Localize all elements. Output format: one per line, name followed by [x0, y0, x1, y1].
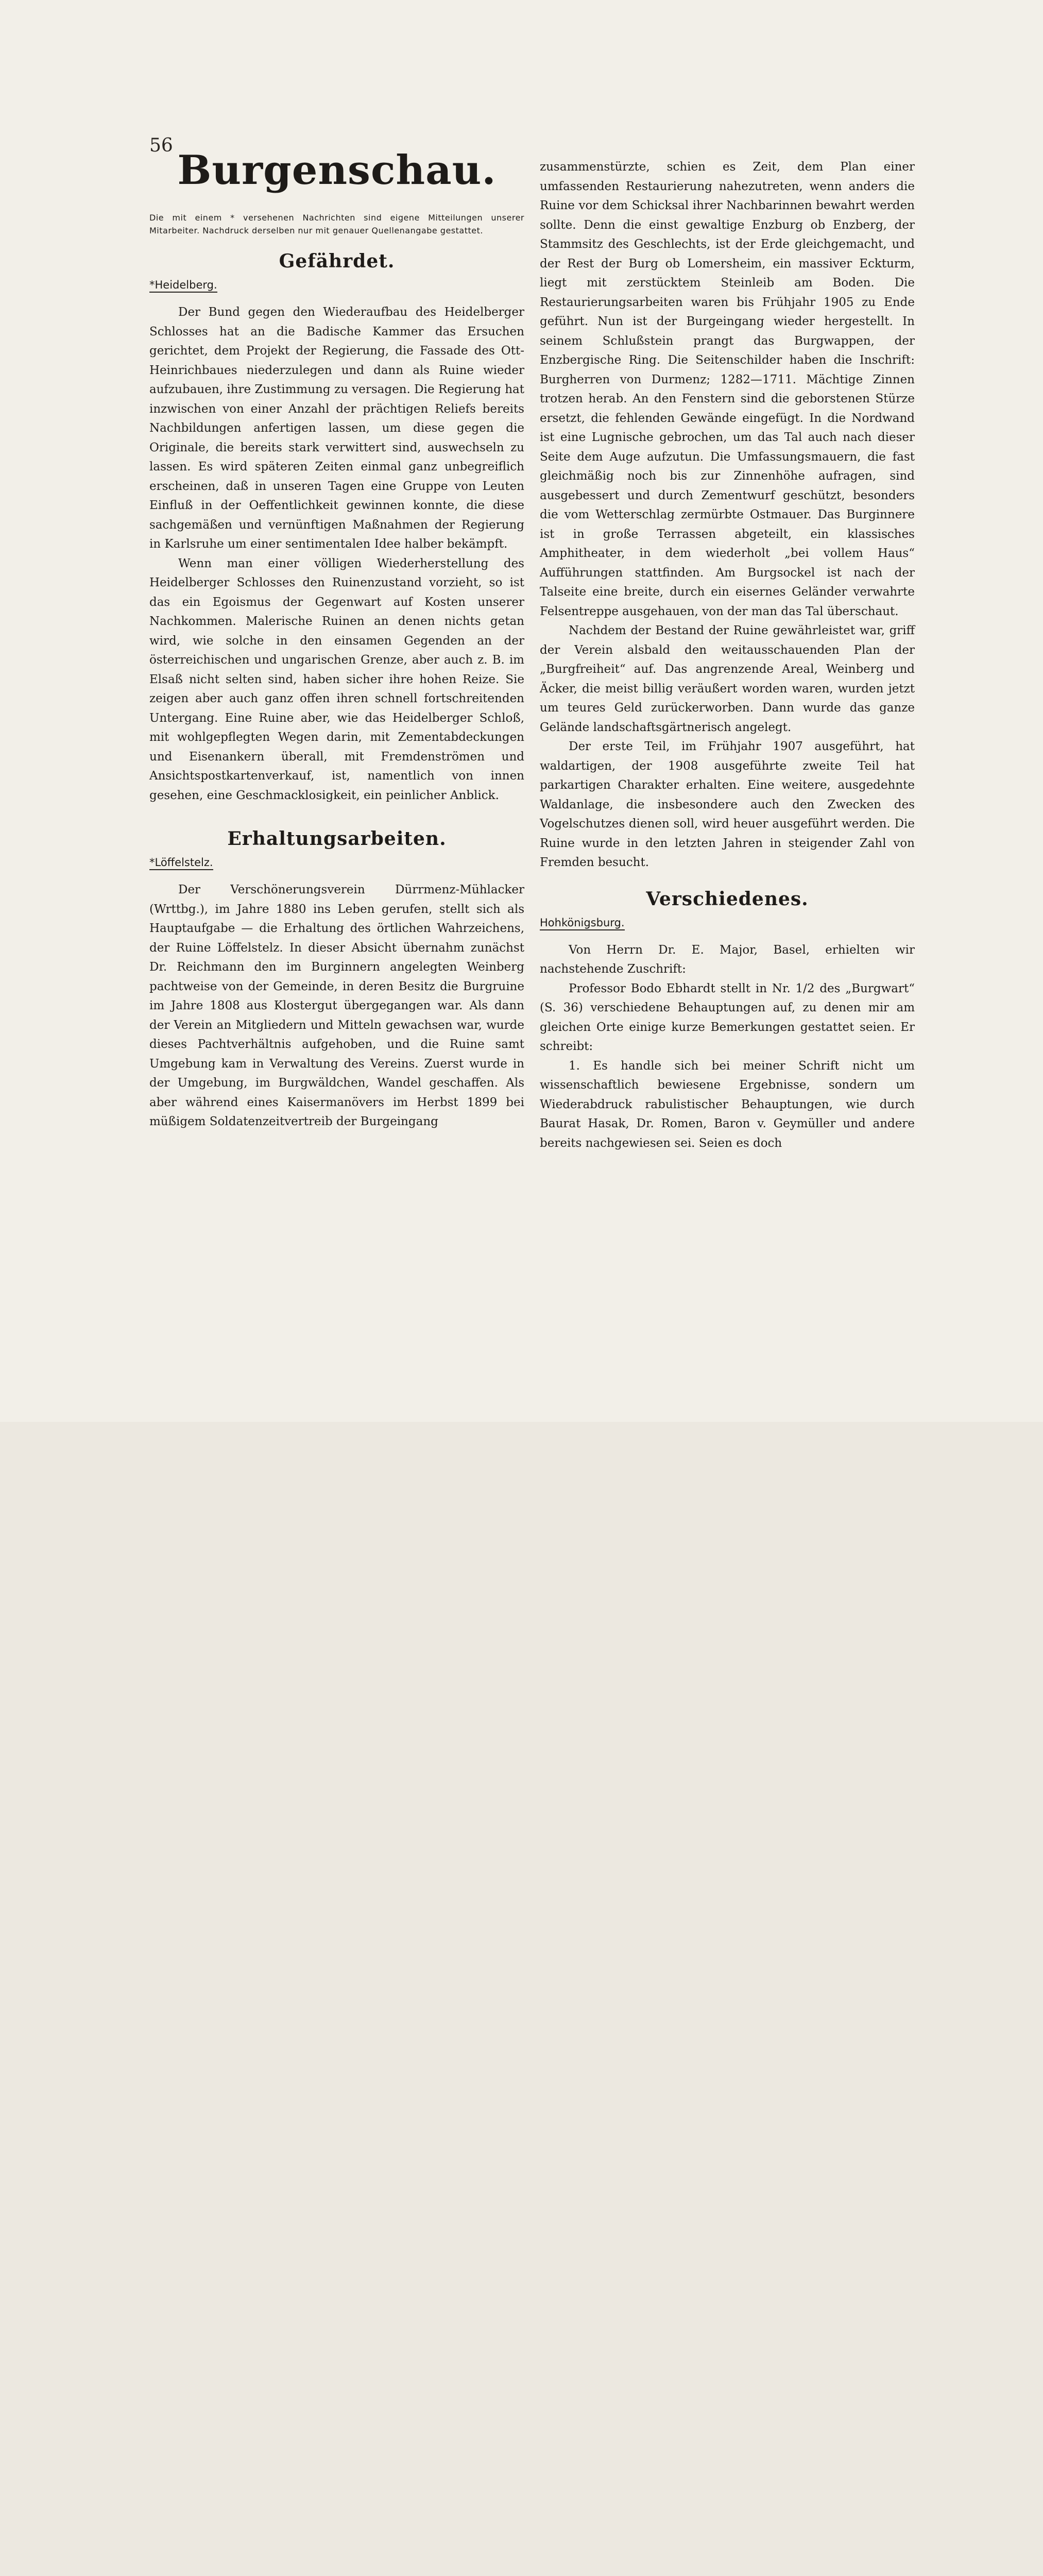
page-number: 56 [149, 135, 173, 156]
article-paragraph: Professor Bodo Ebhardt stellt in Nr. 1/2 des „Burgwart“ (S. 36) verschiedene Behauptungen auf, zu denen mir am gleichen Orte einige kurze Bemerkungen gestattet seien. Er schreibt: [540, 981, 915, 1054]
article-paragraph: Wenn man einer völligen Wiederherstellung des Heidelberger Schlosses den Ruinenzustand vorzieht, so ist das ein Egoismus der Gegenwart auf Kosten unserer Nachkommen. Malerische Ruinen an denen nichts getan wird, wie solche in den einsamen Gegenden an der österreichischen und ungarischen Grenze, aber auch z. B. im Elsaß nicht selten sind, haben sicher ihre hohen Reize. Sie zeigen aber auch ganz offen ihren schnell fortschreitenden Untergang. Eine Ruine aber, wie das Heidelberger Schloß, mit wohlgepflegten Wegen darin, mit Zementabdeckungen und Eisenankern überall, mit Fremdenströmen und Ansichtspostkartenverkauf, ist, namentlich von innen gesehen, eine Geschmacklosigkeit, ein peinlicher Anblick. [149, 556, 524, 802]
right-column [540, 158, 915, 1153]
editorial-notice: Die mit einem * versehenen Nachrichten sind eigene Mitteilungen unserer Mitarbeiter. Nachdruck derselben nur mit genauer Quellenangabe gestattet. [149, 213, 524, 235]
place-heading-heidelberg: *Heidelberg. [149, 279, 217, 293]
article-paragraph: Der Bund gegen den Wiederaufbau des Heidelberger Schlosses hat an die Badische Kammer das Ersuchen gerichtet, dem Projekt der Regierung, die Fassade des Ott-Heinrichbaues niederzulegen und dann als Ruine wieder aufzubauen, ihre Zustimmung zu versagen. Die Regierung hat inzwischen von einer Anzahl der prächtigen Reliefs bereits Nachbildungen anfertigen lassen, um diese gegen die Originale, die bereits stark verwittert sind, auswechseln zu lassen. Es wird späteren Zeiten einmal ganz unbegreiflich erscheinen, daß in unseren Tagen eine Gruppe von Leuten Einfluß in der Oeffentlichkeit gewinnen konnte, die diese sachgemäßen und vernünftigen Maßnahmen der Regierung in Karlsruhe um einer sentimentalen Idee halber bekämpft. [149, 306, 524, 551]
section-title-verschiedenes: Verschiedenes. [646, 888, 809, 910]
section-title-gefaehrdet: Gefährdet. [279, 250, 395, 272]
left-column [149, 147, 524, 1132]
article-paragraph: zusammenstürzte, schien es Zeit, dem Plan einer umfassenden Restaurierung nahezutreten, wenn anders die Ruine vor dem Schicksal ihrer Nachbarinnen bewahrt werden sollte. Denn die einst gewaltige Enzburg ob Enzberg, der Stammsitz des Geschlechts, ist der Erde gleichgemacht, und der Rest der Burg ob Lomersheim, ein massiver Eckturm, liegt mit zerstücktem Steinleib am Boden. Die Restaurierungsarbeiten waren bis Frühjahr 1905 zu Ende geführt. Nun ist der Burgeingang wieder hergestellt. In seinem Schlußstein prangt das Burgwappen, der Enzbergische Ring. Die Seitenschilder haben die Inschrift: Burgherren von Durmenz; 1282—1711. Mächtige Zinnen trotzen herab. An den Fenstern sind die geborstenen Stürze ersetzt, die fehlenden Gewände eingefügt. In die Nordwand ist eine Lugnische gebrochen, um das Tal auch nach dieser Seite dem Auge aufzutun. Die Umfassungsmauern, die fast gleichmäßig noch bis zur Zinnenhöhe aufragen, sind ausgebessert und durch Zementwurf geschützt, besonders die vom Wetterschlag zermürbte Ostmauer. Das Burginnere ist in große Terrassen abgeteilt, ein klassisches Amphitheater, in dem wiederholt „bei vollem Haus“ Aufführungen stattfinden. Am Burgsockel ist nach der Talseite eine breite, durch ein eisernes Geländer verwahrte Felsentreppe ausgehauen, von der man das Tal überschaut. [540, 160, 915, 618]
article-paragraph: Nachdem der Bestand der Ruine gewährleistet war, griff der Verein alsbald den weitausschauenden Plan der „Burgfreiheit“ auf. Das angrenzende Areal, Weinberg und Äcker, die meist billig veräußert worden waren, wurden jetzt um teures Geld zurückerworben. Dann wurde das ganze Gelände landschaftsgärtnerisch angelegt. [540, 624, 915, 734]
article-paragraph: Der erste Teil, im Frühjahr 1907 ausgeführt, hat waldartigen, der 1908 ausgeführte zweite Teil hat parkartigen Charakter erhalten. Eine weitere, ausgedehnte Waldanlage, die insbesondere auch den Zwecken des Vogelschutzes dienen soll, wird heuer ausgeführt werden. Die Ruine wurde in den letzten Jahren in steigender Zahl von Fremden besucht. [540, 740, 915, 869]
place-heading-loeffelstelz: *Löffelstelz. [149, 856, 213, 870]
article-paragraph: Der Verschönerungsverein Dürrmenz-Mühlacker (Wrttbg.), im Jahre 1880 ins Leben gerufen, stellt sich als Hauptaufgabe — die Erhaltung des örtlichen Wahrzeichens, der Ruine Löffelstelz. In dieser Absicht übernahm zunächst Dr. Reichmann den im Burginnern angelegten Weinberg pachtweise von der Gemeinde, in deren Besitz die Burgruine im Jahre 1808 aus Klostergut übergegangen war. Als dann der Verein an Mitgliedern und Mitteln gewachsen war, wurde dieses Pachtverhältnis aufgehoben, und die Ruine samt Umgebung kam in Verwaltung des Vereins. Zuerst wurde in der Umgebung, im Burgwäldchen, Wandel geschaffen. Als aber während eines Kaisermanövers im Herbst 1899 bei müßigem Soldatenzeitvertreib der Burgeingang [149, 883, 524, 1129]
digitization-footer [0, 1422, 1043, 1499]
section-title-erhaltungsarbeiten: Erhaltungsarbeiten. [227, 828, 447, 850]
article-paragraph: Von Herrn Dr. E. Major, Basel, erhielten wir nachstehende Zuschrift: [540, 943, 915, 976]
masthead-title: Burgenschau. [177, 147, 497, 194]
place-heading-hohkoenigsburg: Hohkönigsburg. [540, 917, 625, 930]
article-paragraph: 1. Es handle sich bei meiner Schrift nicht um wissenschaftlich bewiesene Ergebnisse, sondern um Wiederabdruck rabulistischer Behauptungen, wie durch Baurat Hasak, Dr. Romen, Baron v. Geymüller und andere bereits nachgewiesen sei. Seien es doch [540, 1059, 915, 1150]
